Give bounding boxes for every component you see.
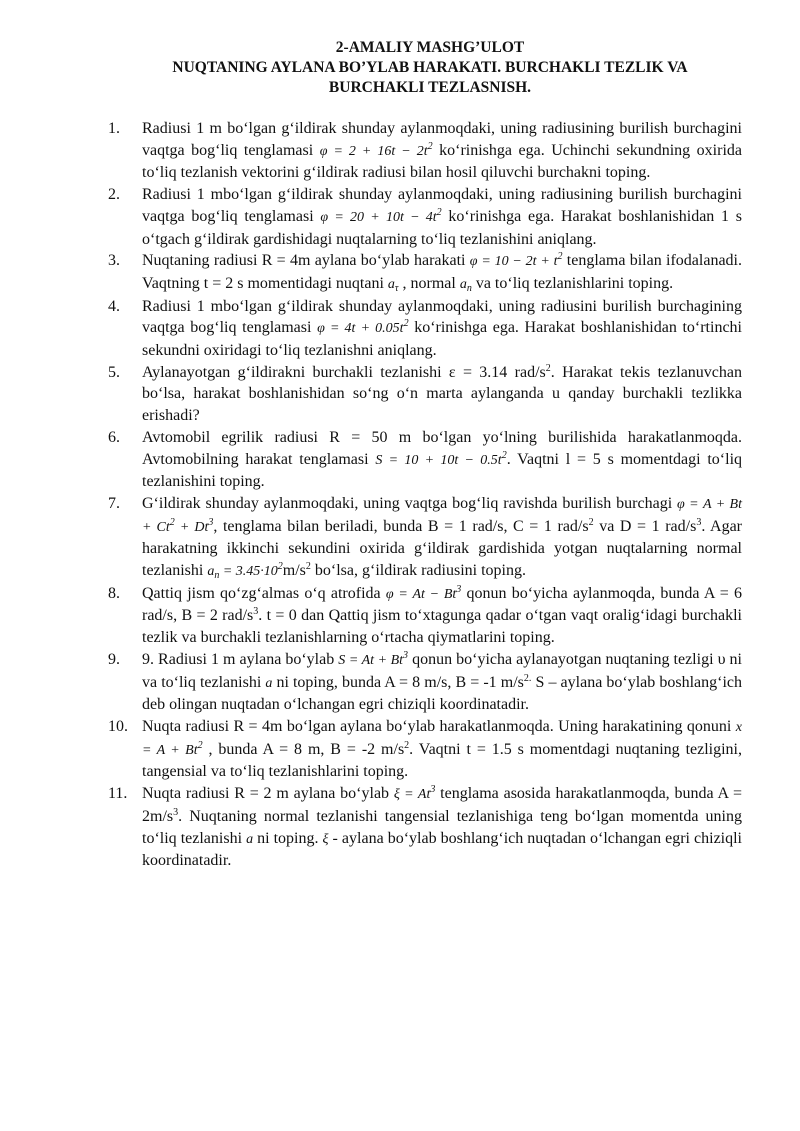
problem-4 [108,296,742,362]
normal-acceleration-symbol: $a_n$ [459,276,472,294]
problem-text: Aylanayotgan g‘ildirakni burchakli tezlanishi ε = 3.14 rad/$s^2$. Harakat tekis tezlanuvchan bo‘lsa, harakat boshlanishidan so‘ng o‘n marta aylanganda u qanday burchakli tezlikka erishadi? [142,362,743,425]
problem-number: 2. [108,186,120,204]
problem-9 [108,649,742,716]
formula: $S = 10 + 10t - 0.5t^2$ [375,449,507,468]
problem-2 [108,184,742,250]
formula: $\varphi = 20 + 10t - 4t^2$ [320,206,442,225]
problem-text: 9. Radiusi 1 m aylana bo‘ylab $S = At + Bt^3$ qonun bo‘yicha aylanayotgan nuqtaning tezligi υ ni va to‘liq tezlanishi a ni toping, bunda A = 8 m/s, B = -1 $m/s^{2.}$ S – aylana bo‘ylab boshlang‘ich deb olingan nuqtadan o‘lchangan egri chiziqli koordinatadir. [142,649,743,714]
problem-text: Nuqta radiusi R = 4m bo‘lgan aylana bo‘ylab harakatlanmoqda. Uning harakatining qonuni $x = A + Bt^2$ , bunda A = 8 m, B = -2 $m/s^2$. Vaqtni t = 1.5 s momentdagi nuqtaning tezligini, tangensial va to‘liq tezlanishlarini toping. [142,717,743,781]
coordinate-symbol: ξ [322,831,329,847]
problem-1 [108,118,742,184]
problem-number: 6. [108,428,120,446]
problem-text: Avtomobil egrilik radiusi R = 50 m bo‘lgan yo‘lning burilishida harakatlanmoqda. Avtomobilning harakat tenglamasi $S = 10 + 10t - 0.5t^2$. Vaqtni l = 5 s momentdagi to‘liq tezlanishini toping. [142,428,743,491]
problem-number: 7. [108,494,120,512]
problem-text: Qattiq jism qo‘zg‘almas o‘q atrofida $\varphi = At - Bt^3$ qonun bo‘yicha aylanmoqda, bunda A = 6 rad/s, B = 2 rad/$s^3$. t = 0 dan Qattiq jism to‘xtagunga qadar o‘tgan vaqt oralig‘idagi burchakli tezlik va burchakli tezlanishlarning o‘rtacha qiymatlarini toping. [142,583,742,647]
problem-number: 9. [108,650,120,668]
problem-number: 10. [108,717,128,735]
problem-text: Nuqtaning radiusi R = 4m aylana bo‘ylab harakati $\varphi = 10 - 2t + t^2$ tenglama bilan ifodalanadi. Vaqtning t = 2 s momentidagi nuqtani $a_\tau$ , normal $a_n$ va to‘liq tezlanishlarini toping. [142,251,742,294]
formula: $x = A + Bt^2$ [142,719,742,758]
acceleration-symbol: a [246,831,254,847]
problem-text: Nuqta radiusi R = 2 m aylana bo‘ylab $\xi = At^3$ tenglama asosida harakatlanmoqda, bunda $A = 2m/s^3$. Nuqtaning normal tezlanishi tangensial tezlanishiga teng bo‘lgan momentda uning to‘liq tezlanishi a ni toping. ξ - aylana bo‘ylab boshlang‘ich nuqtadan o‘lchangan egri chiziqli koordinatadir. [142,784,743,870]
problem-8 [108,583,742,649]
acceleration-symbol: a [265,675,273,691]
problem-11 [108,783,742,872]
formula: $\varphi = 10 - 2t + t^2$ [469,251,563,270]
problem-text: Radiusi 1 mbo‘lgan g‘ildirak shunday aylanmoqdaki, uning radiusining burilish burchagini vaqtga bog‘liq tenglamasi $\varphi = 20 + 10t - 4t^2$ ko‘rinishga ega. Harakat boshlanishidan 1 s o‘tgach g‘ildirak gardishidagi nuqtalarning to‘liq tezlanishini aniqlang. [142,186,743,248]
topic-title-line-1: NUQTANING AYLANA BO’YLAB HARAKATI. BURCHAKLI TEZLIK VA [172,59,688,76]
problem-number: 5. [108,363,120,381]
formula: $a_n = 3.45\cdot 10^2$ [207,561,283,582]
problem-3 [108,250,742,295]
problem-number: 4. [108,297,120,315]
topic-title-line-2: BURCHAKLI TEZLASNISH. [328,79,532,96]
problem-10 [108,716,742,783]
problem-7 [108,493,742,583]
formula: $\xi = At^3$ [393,784,436,803]
problem-text: Radiusi 1 mbo‘lgan g‘ildirak shunday aylanmoqdaki, uning radiusini burilish burchagining vaqtga bog‘liq tenglamasi $\varphi = 4t + 0.05t^2$ ko‘rinishga ega. Harakat boshlanishidan to‘rtinchi sekundni oxiridagi to‘liq tezlanishni aniqlang. [142,297,742,360]
problem-number: 8. [108,584,120,602]
problem-number: 3. [108,252,120,270]
formula: $\varphi = At - Bt^3$ [385,583,462,602]
formula: $\varphi = 4t + 0.05t^2$ [317,318,409,337]
problem-text: G‘ildirak shunday aylanmoqdaki, uning vaqtga bog‘liq ravishda burilish burchagi $\varphi = A + Bt + Ct^2 + Dt^3$, tenglama bilan beriladi, bunda B = 1 rad/s, C = 1 rad/$s^2$ va D = 1 rad/$s^3$. Agar harakatning ikkinchi sekundini oxirida g‘ildirak gardishida yotgan nuqtalarning normal tezlanishi $a_n = 3.45\cdot 10^2m/s^2$ bo‘lsa, g‘ildirak radiusini toping. [142,494,742,582]
tangential-acceleration-symbol: $a_\tau$ [387,276,399,294]
formula: $S = At + Bt^3$ [338,649,409,668]
problem-number: 11. [108,785,128,803]
document-header [100,38,760,98]
problem-6 [108,427,742,493]
problem-text: Radiusi 1 m bo‘lgan g‘ildirak shunday aylanmoqdaki, uning radiusining burilish burchagini vaqtga bog‘liq tenglamasi $\varphi = 2 + 16t - 2t^2$ ko‘rinishga ega. Uchinchi sekundning oxirida to‘liq tezlanish vektorini g‘ildirak radiusi bilan hosil qiluvchi burchakni toping. [142,120,742,182]
problem-5 [108,362,742,427]
formula: $\varphi = A + Bt + Ct^2 + Dt^3$ [142,496,742,535]
exercise-number-title: 2-AMALIY MASHG’ULOT [335,39,525,56]
formula: $\varphi = 2 + 16t - 2t^2$ [319,140,433,159]
problem-list [108,118,742,872]
problem-number: 1. [108,120,120,137]
